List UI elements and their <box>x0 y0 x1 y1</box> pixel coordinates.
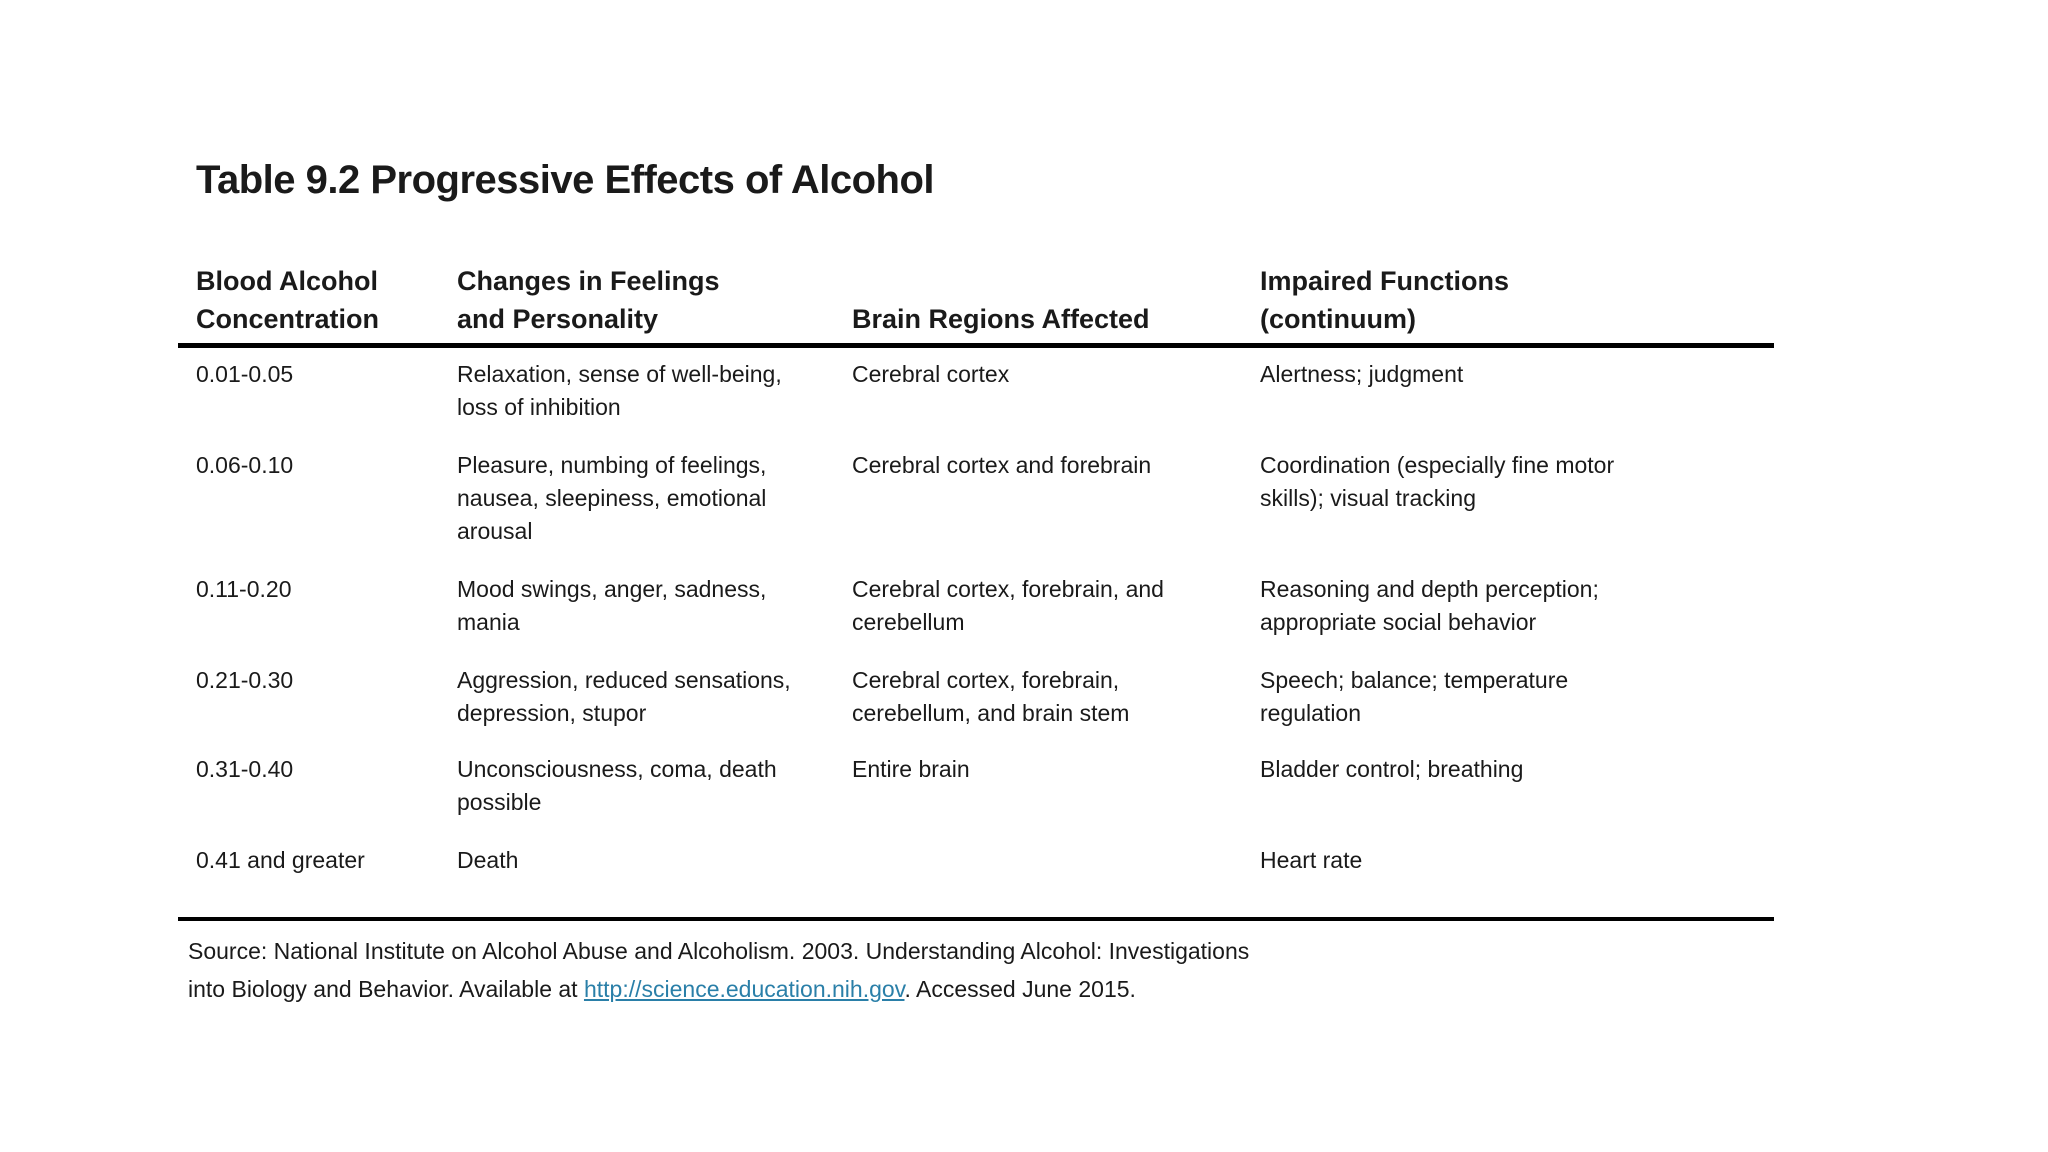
row-2-impaired: Coordination (especially fine motor skills); visual tracking <box>1260 452 1615 511</box>
header-blood-alcohol-concentration <box>196 262 379 338</box>
row-2-brain: Cerebral cortex and forebrain <box>852 452 1152 478</box>
row-5-feelings: Unconsciousness, coma, death possible <box>457 756 777 815</box>
row-4-bac: 0.21-0.30 <box>196 667 294 693</box>
source-prefix: Source: National Institute on Alcohol Abuse and Alcoholism. 2003. Understanding Alcohol: Investigations into Biology and Behavior. Available at <box>188 938 1250 1002</box>
header-brain-regions-affected: Brain Regions Affected <box>852 304 1150 334</box>
source-suffix: . Accessed June 2015. <box>904 976 1136 1002</box>
row-6-bac: 0.41 and greater <box>196 847 365 873</box>
table-title: Table 9.2 Progressive Effects of Alcohol <box>196 158 935 202</box>
row-6-feelings: Death <box>457 847 519 873</box>
source-citation <box>188 932 1288 1008</box>
table-header-rule <box>178 343 1774 348</box>
row-3-brain: Cerebral cortex, forebrain, and cerebellum <box>852 576 1164 635</box>
row-2-feelings: Pleasure, numbing of feelings, nausea, sleepiness, emotional arousal <box>457 452 767 544</box>
header-col4-line1: Impaired Functions <box>1260 266 1510 296</box>
source-link[interactable]: http://science.education.nih.gov <box>583 976 905 1002</box>
header-impaired-functions <box>1260 262 1509 338</box>
row-3-feelings: Mood swings, anger, sadness, mania <box>457 576 767 635</box>
row-3-bac: 0.11-0.20 <box>196 576 292 602</box>
header-col2-line2: and Personality <box>457 304 659 334</box>
header-col1-line2: Concentration <box>196 304 380 334</box>
row-5-impaired: Bladder control; breathing <box>1260 756 1524 782</box>
header-col4-line2: (continuum) <box>1260 304 1416 334</box>
row-1-bac: 0.01-0.05 <box>196 361 294 387</box>
row-4-impaired: Speech; balance; temperature regulation <box>1260 667 1569 726</box>
header-col2-line1: Changes in Feelings <box>457 266 720 296</box>
row-4-brain: Cerebral cortex, forebrain, cerebellum, and brain stem <box>852 667 1130 726</box>
table-bottom-rule <box>178 917 1774 921</box>
row-3-impaired: Reasoning and depth perception; appropriate social behavior <box>1260 576 1599 635</box>
row-6-impaired: Heart rate <box>1260 847 1363 873</box>
row-5-brain: Entire brain <box>852 756 970 782</box>
header-changes-in-feelings <box>457 262 720 338</box>
row-1-brain: Cerebral cortex <box>852 361 1010 387</box>
row-1-feelings: Relaxation, sense of well-being, loss of inhibition <box>457 361 782 420</box>
row-5-bac: 0.31-0.40 <box>196 756 294 782</box>
row-1-impaired: Alertness; judgment <box>1260 361 1464 387</box>
header-col1-line1: Blood Alcohol <box>196 266 378 296</box>
row-4-feelings: Aggression, reduced sensations, depression, stupor <box>457 667 791 726</box>
row-2-bac: 0.06-0.10 <box>196 452 294 478</box>
